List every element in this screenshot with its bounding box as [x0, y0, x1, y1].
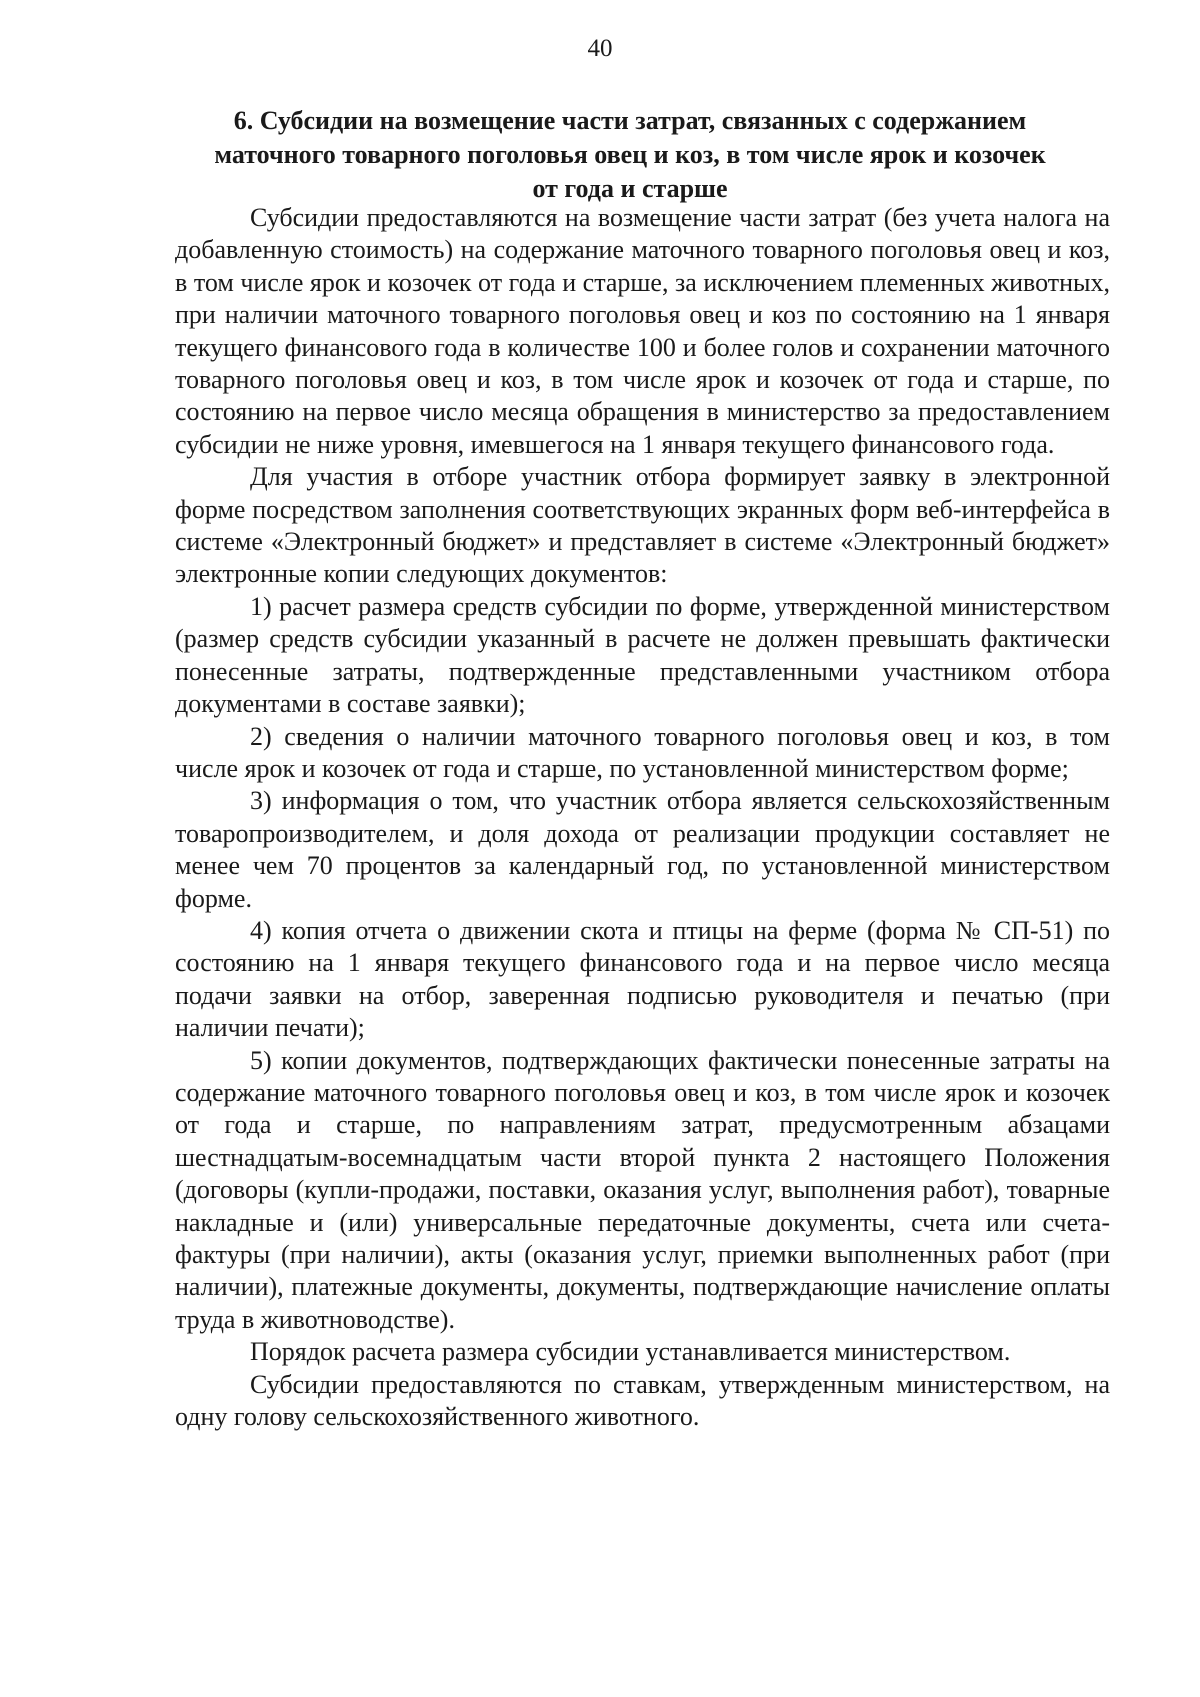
section-heading-line: маточного товарного поголовья овец и коз, в том числе ярок и козочек: [214, 140, 1046, 169]
paragraph-application: Для участия в отборе участник отбора формирует заявку в электронной форме посредством заполнения соответствующих экранных форм веб-интерфейса в системе «Электронный бюджет» и представляет в системе «Электронный бюджет» электронные копии следующих документов:: [175, 462, 1110, 589]
list-item-3: 3) информация о том, что участник отбора является сельскохозяйственным товаропроизводителем, и доля дохода от реализации продукции составляет не менее чем 70 процентов за календарный год, по установленной министерством форме.: [175, 786, 1110, 913]
list-item-4: 4) копия отчета о движении скота и птицы на ферме (форма № СП-51) по состоянию на 1 января текущего финансового года и на первое число месяца подачи заявки на отбор, заверенная подписью руководителя и печатью (при наличии печати);: [175, 915, 1110, 1043]
paragraph-calculation-procedure: Порядок расчета размера субсидии устанавливается министерством.: [250, 1337, 1011, 1367]
paragraph-rates: Субсидии предоставляются по ставкам, утвержденным министерством, на одну голову сельскохозяйственного животного.: [175, 1369, 1110, 1432]
list-item-5: 5) копии документов, подтверждающих фактически понесенные затраты на содержание маточного товарного поголовья овец и коз, в том числе ярок и козочек от года и старше, по направлениям затрат, предусмотренным абзацами шестнадцатым-восемнадцатым части второй пункта 2 настоящего Положения (договоры (купли-продажи, поставки, оказания услуг, выполнения работ), товарные накладные и (или) универсальные передаточные документы, счета или счета-фактуры (при наличии), акты (оказания услуг, приемки выполненных работ (при наличии), платежные документы, документы, подтверждающие начисление оплаты труда в животноводстве).: [175, 1045, 1110, 1334]
section-heading: [150, 104, 1110, 206]
document-body: [175, 202, 1110, 1433]
list-item-2: 2) сведения о наличии маточного товарного поголовья овец и коз, в том числе ярок и козочек от года и старше, по установленной министерством форме;: [175, 721, 1110, 783]
section-heading-line: 6. Субсидии на возмещение части затрат, связанных с содержанием: [233, 106, 1027, 135]
paragraph-subsidy-conditions: Субсидии предоставляются на возмещение части затрат (без учета налога на добавленную стоимость) на содержание маточного товарного поголовья овец и коз, в том числе ярок и козочек от года и старше, за исключением племенных животных, при наличии маточного товарного поголовья овец и коз по состоянию на 1 января текущего финансового года в количестве 100 и более голов и сохранении маточного товарного поголовья овец и коз, в том числе ярок и козочек от года и старше, по состоянию на первое число месяца обращения в министерство за предоставлением субсидии не ниже уровня, имевшегося на 1 января текущего финансового года.: [175, 203, 1110, 459]
page-number: 40: [587, 35, 613, 62]
list-item-1: 1) расчет размера средств субсидии по форме, утвержденной министерством (размер средств субсидии указанный в расчете не должен превышать фактически понесенные затраты, подтвержденные представленными участником отбора документами в составе заявки);: [175, 591, 1110, 719]
section-heading-line: от года и старше: [532, 174, 728, 203]
